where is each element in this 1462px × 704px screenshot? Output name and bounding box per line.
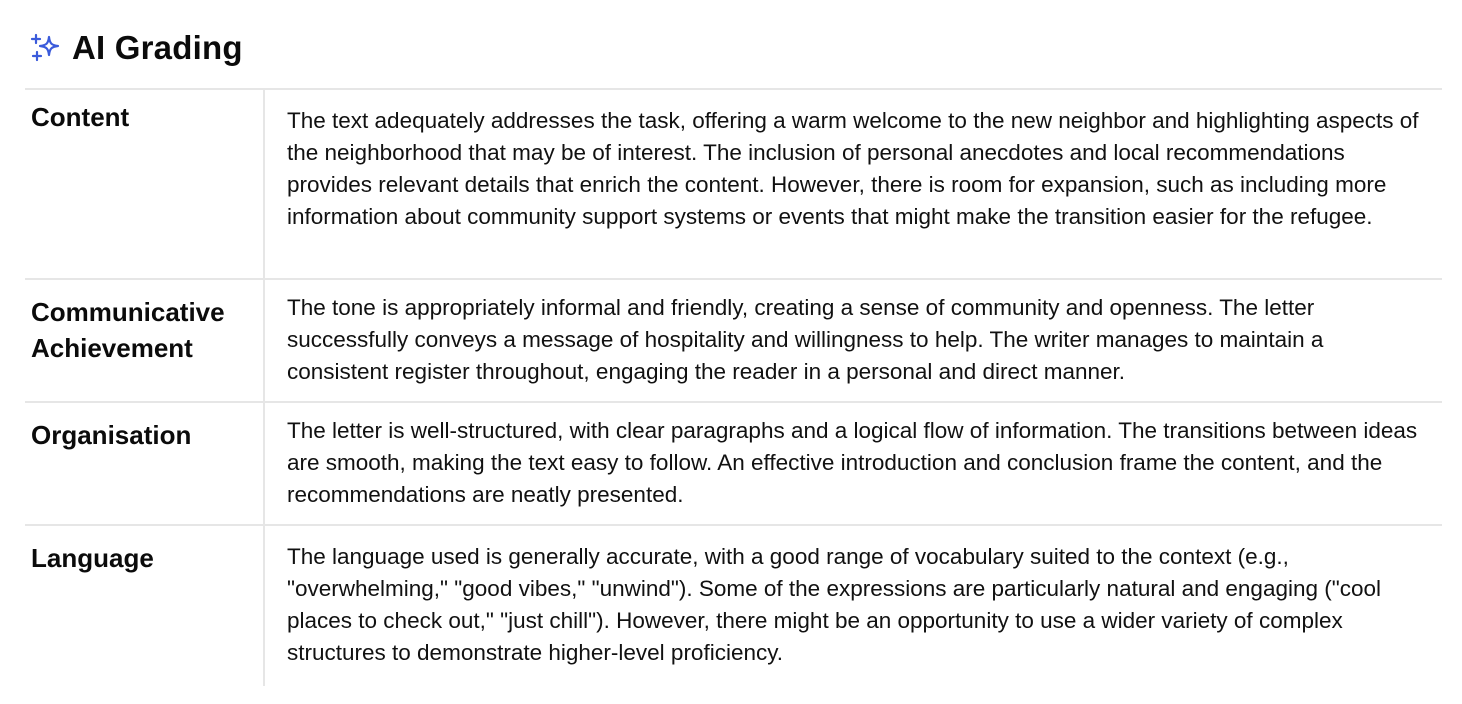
criterion-feedback: The letter is well-structured, with clear paragraphs and a logical flow of information. The transitions between ideas are smooth, making the text easy to follow. An effective introduction and conclusion frame the content, and the recommendations are neatly presented. xyxy=(287,418,1418,507)
criterion-feedback: The tone is appropriately informal and friendly, creating a sense of community and openness. The letter successfully conveys a message of hospitality and willingness to help. The writer manages to maintain a consistent register throughout, engaging the reader in a personal and direct manner. xyxy=(287,295,1324,384)
criterion-label: Content xyxy=(25,90,265,278)
criterion-row-language xyxy=(25,526,1442,686)
criterion-label: Language xyxy=(25,526,265,686)
criterion-feedback: The language used is generally accurate, with a good range of vocabulary suited to the context (e.g., "overwhelming," "good vibes," "unwind"). Some of the expressions are particularly natural and engaging ("cool places to check out," "just chill"). However, there might be an opportunity to use a wider variety of complex structures to demonstrate higher-level proficiency. xyxy=(287,544,1381,665)
criterion-label: Communicative Achievement xyxy=(25,280,265,401)
criterion-row-content xyxy=(25,90,1442,280)
criterion-label: Organisation xyxy=(25,403,265,524)
criterion-row-organisation xyxy=(25,403,1442,526)
criterion-feedback: The text adequately addresses the task, offering a warm welcome to the new neighbor and highlighting aspects of the neighborhood that may be of interest. The inclusion of personal anecdotes and local recommendations provides relevant details that enrich the content. However, there is room for expansion, such as including more information about community support systems or events that might make the transition easier for the refugee. xyxy=(287,108,1419,229)
criterion-row-communicative-achievement xyxy=(25,280,1442,403)
grading-table xyxy=(25,88,1442,686)
page-header xyxy=(30,26,243,70)
sparkle-icon xyxy=(30,32,62,64)
page-title: AI Grading xyxy=(72,29,243,66)
